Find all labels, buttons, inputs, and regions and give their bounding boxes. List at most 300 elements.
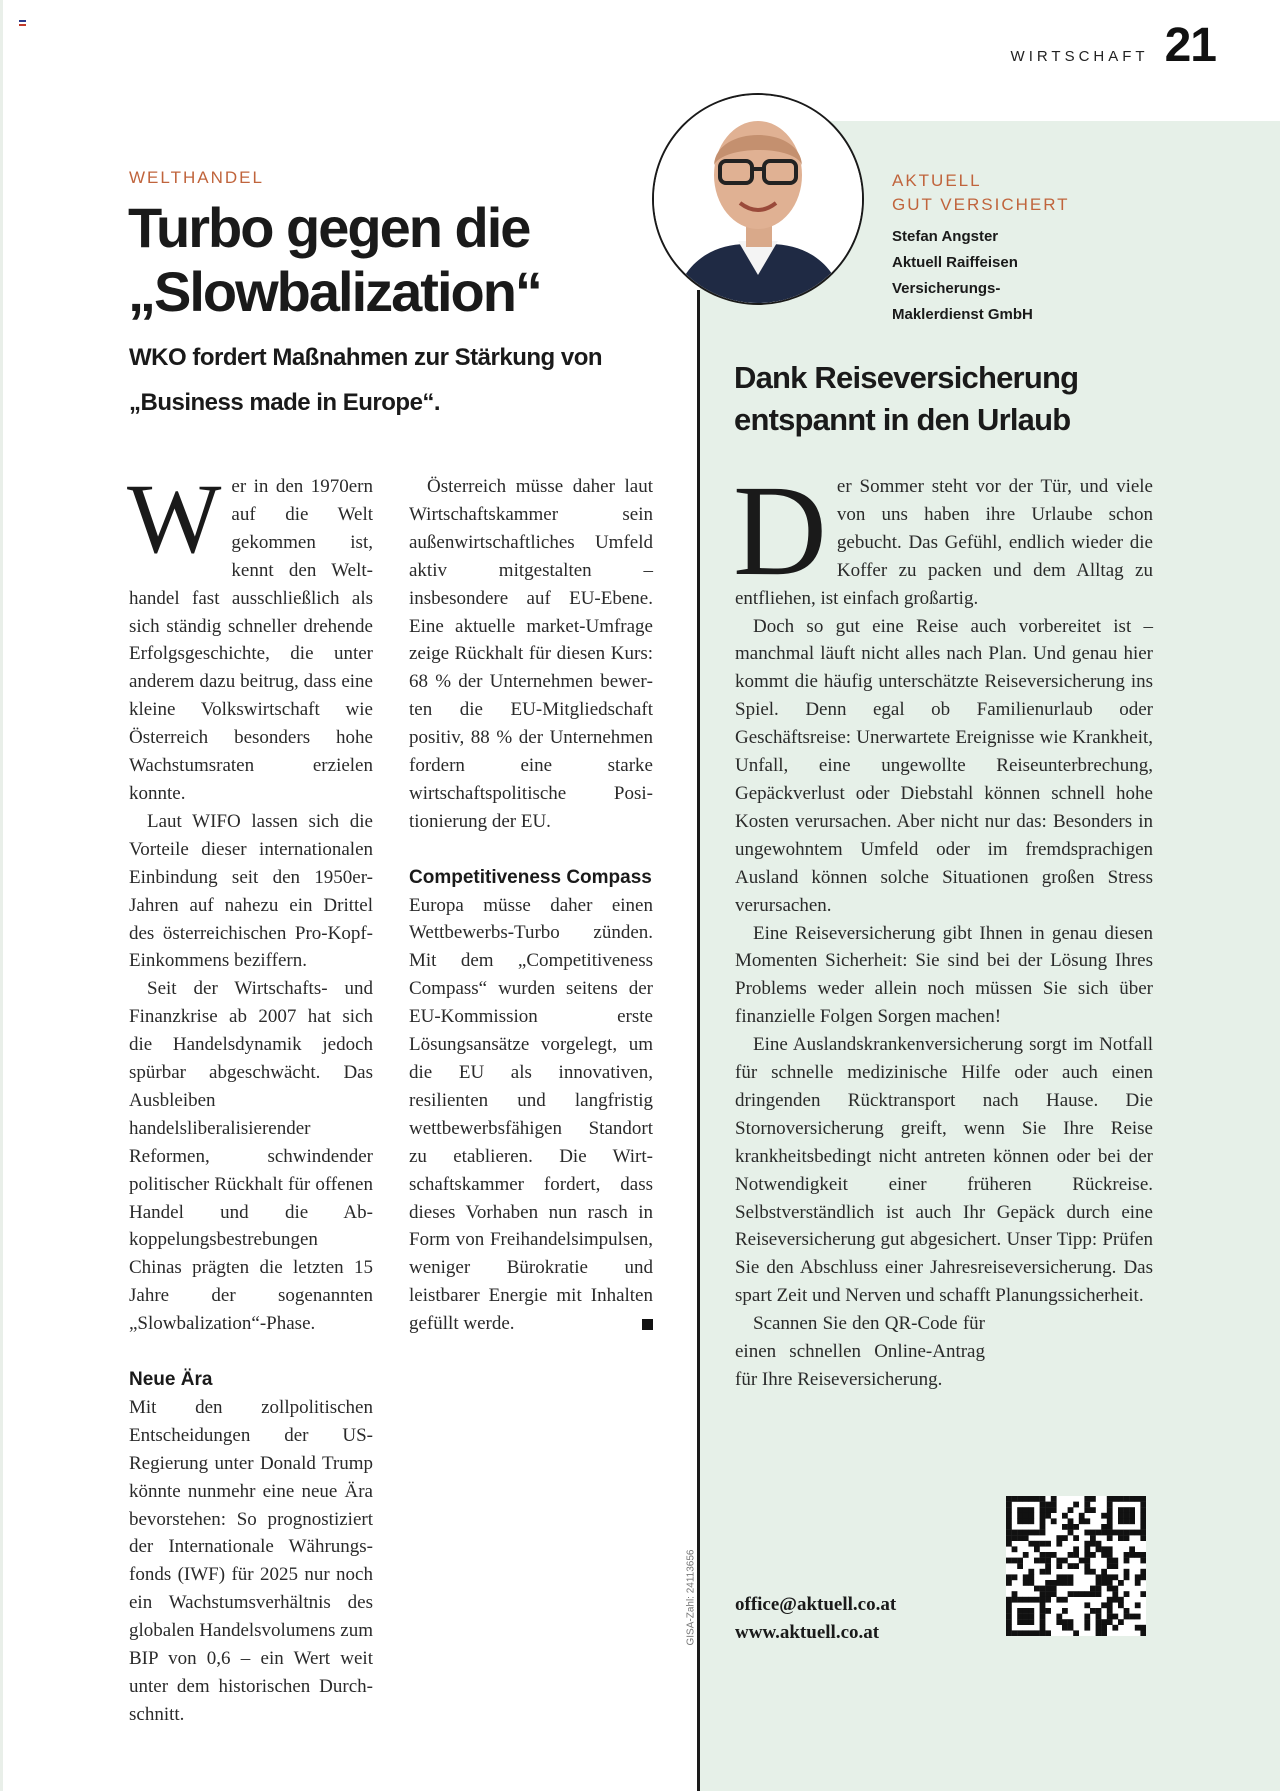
qr-module <box>1140 1518 1146 1524</box>
gisa-number <box>681 1549 697 1648</box>
qr-module <box>1135 1496 1141 1502</box>
qr-module <box>1101 1602 1107 1608</box>
drop-cap: W <box>127 463 222 574</box>
paragraph-text: er in den 1970ern auf die Welt gekommen ist, kennt den Welthandel fast ausschließlich als sich ständig schneller drehende Erfolgsgeschichte, die unter anderem dazu beitrug, dass eine kleine Volkswirtschaft wie Österreich besonders hohe Wachstumsraten erzielen konnte. <box>129 476 373 804</box>
author-portrait <box>652 93 864 305</box>
qr-module <box>1129 1530 1135 1536</box>
qr-module <box>1006 1502 1012 1508</box>
qr-module <box>1107 1513 1113 1519</box>
qr-module <box>1101 1630 1107 1636</box>
qr-module <box>1124 1558 1130 1564</box>
qr-module <box>1045 1569 1051 1575</box>
qr-module <box>1012 1535 1018 1541</box>
qr-module <box>1112 1574 1118 1580</box>
author-credit <box>892 224 1033 328</box>
qr-module <box>1096 1530 1102 1536</box>
qr-module <box>1062 1574 1068 1580</box>
qr-module <box>1118 1535 1124 1541</box>
qr-module <box>1045 1608 1051 1614</box>
qr-module <box>1056 1619 1062 1625</box>
qr-module <box>1056 1614 1062 1620</box>
qr-module <box>1062 1558 1068 1564</box>
qr-module <box>1101 1574 1107 1580</box>
contact-email[interactable]: office@aktuell.co.at <box>735 1594 897 1615</box>
qr-module <box>1135 1574 1141 1580</box>
qr-module <box>1023 1619 1029 1625</box>
qr-module <box>1017 1597 1023 1603</box>
qr-module <box>1129 1546 1135 1552</box>
qr-module <box>1006 1518 1012 1524</box>
qr-module <box>1040 1614 1046 1620</box>
qr-module <box>1034 1541 1040 1547</box>
qr-module <box>1040 1586 1046 1592</box>
qr-code[interactable] <box>1006 1496 1146 1636</box>
qr-module <box>1062 1513 1068 1519</box>
qr-module <box>1040 1608 1046 1614</box>
qr-module <box>1045 1558 1051 1564</box>
qr-module <box>1096 1630 1102 1636</box>
qr-module <box>1135 1602 1141 1608</box>
qr-module <box>1006 1602 1012 1608</box>
qr-module <box>1023 1535 1029 1541</box>
qr-module <box>1034 1586 1040 1592</box>
qr-module <box>1096 1574 1102 1580</box>
qr-module <box>1034 1546 1040 1552</box>
qr-module <box>1006 1619 1012 1625</box>
qr-module <box>1056 1580 1062 1586</box>
qr-module <box>1012 1574 1018 1580</box>
qr-module <box>1090 1496 1096 1502</box>
qr-module <box>1068 1530 1074 1536</box>
qr-module <box>1051 1518 1057 1524</box>
qr-module <box>1118 1530 1124 1536</box>
qr-module <box>1040 1530 1046 1536</box>
qr-module <box>1006 1507 1012 1513</box>
author-name: Stefan Angster <box>892 228 999 245</box>
qr-module <box>1034 1630 1040 1636</box>
paragraph: Eine Auslandskrankenversicherung sorgt im Notfall für schnelle medizinische Hilfe oder auch einen dringenden Rücktransport nach Hause. Die Stornoversicherung greift, wenn Sie Ihre Reise krankheitsbedingt nicht antreten können oder bei der Notwendigkeit einer früheren Rückreise. Selbstverständlich ist auch Ihr Gepäck durch eine Reiseversicherung gut abgesichert. Unser Tipp: Prüfen Sie den Abschluss einer Jahresreiseversicherung. Das spart Zeit und Nerven und schafft Planungssicherheit. <box>735 1034 1153 1307</box>
qr-module <box>1135 1552 1141 1558</box>
qr-module <box>1118 1513 1124 1519</box>
qr-module <box>1090 1530 1096 1536</box>
qr-module <box>1140 1513 1146 1519</box>
qr-module <box>1107 1507 1113 1513</box>
qr-module <box>1124 1608 1130 1614</box>
qr-module <box>1006 1630 1012 1636</box>
qr-module <box>1051 1580 1057 1586</box>
qr-module <box>1028 1513 1034 1519</box>
qr-module <box>1012 1530 1018 1536</box>
qr-module <box>1034 1496 1040 1502</box>
qr-module <box>1056 1541 1062 1547</box>
article-headline <box>128 196 668 324</box>
qr-module <box>1096 1586 1102 1592</box>
qr-module <box>1079 1591 1085 1597</box>
paragraph: Österreich müsse daher laut Wirtschaftskammer sein außenwirtschaftliches Umfeld aktiv mitgestalten – insbesondere auf EU-Ebene. Eine aktuelle market-Umfrage zeige Rückhalt für diesen Kurs: 68 % der Unternehmen bewerten die EU-Mitgliedschaft positiv, 88 % der Unternehmen fordern eine starke wirtschaftspolitische Positionierung der EU. <box>409 476 653 832</box>
qr-module <box>1118 1518 1124 1524</box>
qr-module <box>1107 1614 1113 1620</box>
qr-module <box>1006 1597 1012 1603</box>
qr-module <box>1017 1535 1023 1541</box>
qr-module <box>1073 1502 1079 1508</box>
qr-module <box>1140 1507 1146 1513</box>
qr-module <box>1124 1535 1130 1541</box>
qr-module <box>1056 1558 1062 1564</box>
qr-module <box>1017 1619 1023 1625</box>
qr-module <box>1068 1619 1074 1625</box>
qr-module <box>1068 1552 1074 1558</box>
qr-module <box>1040 1513 1046 1519</box>
qr-module <box>1124 1496 1130 1502</box>
qr-module <box>1012 1496 1018 1502</box>
paragraph: Scannen Sie den QR-Code für einen schnellen Online-Antrag für Ihre Reiseversicherung. <box>735 1313 985 1390</box>
qr-module <box>1140 1574 1146 1580</box>
subheading-competitiveness-compass: Competitiveness Compass <box>409 866 652 888</box>
person-icon <box>654 95 862 303</box>
qr-module <box>1096 1614 1102 1620</box>
qr-module <box>1135 1530 1141 1536</box>
qr-module <box>1084 1546 1090 1552</box>
qr-module <box>1096 1580 1102 1586</box>
article-subhead: WKO fordert Maßnahmen zur Stärkung von „Business made in Europe“. <box>129 344 603 416</box>
qr-module <box>1112 1496 1118 1502</box>
qr-module <box>1017 1518 1023 1524</box>
qr-module <box>1006 1558 1012 1564</box>
qr-module <box>1079 1518 1085 1524</box>
qr-module <box>1090 1608 1096 1614</box>
qr-module <box>1051 1496 1057 1502</box>
author-company: Aktuell Raiffeisen <box>892 254 1018 271</box>
qr-module <box>1140 1569 1146 1575</box>
qr-module <box>1129 1507 1135 1513</box>
author-company: Versicherungs- <box>892 280 1001 297</box>
qr-module <box>1028 1530 1034 1536</box>
qr-module <box>1023 1574 1029 1580</box>
qr-module <box>1084 1591 1090 1597</box>
qr-module <box>1045 1630 1051 1636</box>
box-headline-line: Dank Reiseversicherung <box>734 360 1079 395</box>
qr-module <box>1124 1574 1130 1580</box>
qr-module <box>1107 1496 1113 1502</box>
section-name: WIRTSCHAFT <box>1010 48 1149 65</box>
qr-module <box>1124 1518 1130 1524</box>
qr-module <box>1023 1513 1029 1519</box>
qr-module <box>1028 1541 1034 1547</box>
qr-module <box>1084 1614 1090 1620</box>
qr-module <box>1124 1530 1130 1536</box>
qr-module <box>1062 1535 1068 1541</box>
paragraph: Seit der Wirtschafts- und Finanzkrise ab 2007 hat sich die Handelsdynamik jedoch spürbar abgeschwächt. Das Ausbleiben handelsliberalisierender Reformen, schwindender politischer Rückhalt für offenen Handel und die Abkoppelungsbestrebungen Chinas prägten die letzten 15 Jahre der sogenannten „Slowbalization“-Phase. <box>129 978 373 1335</box>
article-column-1 <box>127 463 373 1729</box>
qr-module <box>1051 1591 1057 1597</box>
qr-module <box>1051 1586 1057 1592</box>
box-kicker <box>892 169 1070 217</box>
qr-module <box>1006 1541 1012 1547</box>
qr-module <box>1096 1608 1102 1614</box>
qr-module <box>1107 1535 1113 1541</box>
qr-module <box>1084 1496 1090 1502</box>
qr-module <box>1140 1502 1146 1508</box>
qr-module <box>1073 1563 1079 1569</box>
qr-module <box>1118 1597 1124 1603</box>
qr-module <box>1124 1513 1130 1519</box>
qr-module <box>1034 1558 1040 1564</box>
qr-module <box>1045 1502 1051 1508</box>
qr-module <box>1006 1614 1012 1620</box>
qr-module <box>1090 1586 1096 1592</box>
qr-module <box>1017 1496 1023 1502</box>
qr-module <box>1028 1569 1034 1575</box>
qr-module <box>1096 1625 1102 1631</box>
qr-module <box>1101 1569 1107 1575</box>
headline-line: Turbo gegen die <box>128 196 530 259</box>
qr-module <box>1040 1524 1046 1530</box>
box-kicker-line: AKTUELL <box>892 171 982 190</box>
qr-module <box>1068 1524 1074 1530</box>
qr-module <box>1107 1608 1113 1614</box>
qr-module <box>1079 1558 1085 1564</box>
qr-module <box>1045 1580 1051 1586</box>
qr-module <box>1006 1496 1012 1502</box>
qr-module <box>1068 1625 1074 1631</box>
qr-module <box>1045 1591 1051 1597</box>
qr-module <box>1107 1602 1113 1608</box>
page-edge-strip <box>0 0 3 1791</box>
qr-module <box>1084 1552 1090 1558</box>
qr-code-icon <box>1006 1496 1146 1636</box>
qr-module <box>1023 1507 1029 1513</box>
contact-website[interactable]: www.aktuell.co.at <box>735 1622 880 1643</box>
paragraph <box>127 463 373 808</box>
qr-module <box>1051 1502 1057 1508</box>
qr-module <box>1084 1530 1090 1536</box>
qr-module <box>1096 1619 1102 1625</box>
end-mark-icon <box>642 1319 653 1330</box>
qr-module <box>1051 1552 1057 1558</box>
qr-module <box>1107 1586 1113 1592</box>
qr-module <box>1140 1625 1146 1631</box>
qr-module <box>1073 1552 1079 1558</box>
qr-module <box>1140 1630 1146 1636</box>
qr-module <box>1068 1574 1074 1580</box>
qr-module <box>1118 1619 1124 1625</box>
qr-module <box>1135 1580 1141 1586</box>
drop-cap: D <box>733 459 827 603</box>
qr-module <box>1045 1513 1051 1519</box>
qr-module <box>1140 1530 1146 1536</box>
qr-module <box>1073 1630 1079 1636</box>
qr-module <box>1096 1541 1102 1547</box>
qr-module <box>1023 1496 1029 1502</box>
qr-module <box>1118 1580 1124 1586</box>
qr-module <box>1090 1507 1096 1513</box>
qr-module <box>1040 1630 1046 1636</box>
qr-module <box>1017 1513 1023 1519</box>
qr-module <box>1045 1552 1051 1558</box>
qr-module <box>1068 1518 1074 1524</box>
qr-module <box>1028 1619 1034 1625</box>
box-column <box>733 459 1153 1394</box>
qr-module <box>1023 1614 1029 1620</box>
qr-module <box>1017 1614 1023 1620</box>
qr-module <box>1073 1591 1079 1597</box>
qr-module <box>1118 1507 1124 1513</box>
qr-module <box>1073 1524 1079 1530</box>
qr-module <box>1040 1496 1046 1502</box>
qr-module <box>1034 1530 1040 1536</box>
qr-module <box>1101 1625 1107 1631</box>
qr-module <box>1023 1530 1029 1536</box>
qr-module <box>1017 1507 1023 1513</box>
qr-module <box>1101 1552 1107 1558</box>
qr-module <box>1028 1496 1034 1502</box>
qr-module <box>1017 1608 1023 1614</box>
qr-module <box>1023 1597 1029 1603</box>
qr-module <box>1040 1597 1046 1603</box>
box-headline-line: entspannt in den Urlaub <box>734 402 1071 437</box>
qr-module <box>1006 1580 1012 1586</box>
qr-module <box>1028 1614 1034 1620</box>
qr-module <box>1028 1518 1034 1524</box>
qr-module <box>1090 1552 1096 1558</box>
qr-module <box>1124 1552 1130 1558</box>
qr-module <box>1028 1608 1034 1614</box>
qr-module <box>1040 1625 1046 1631</box>
qr-module <box>1140 1552 1146 1558</box>
qr-module <box>1140 1591 1146 1597</box>
qr-module <box>1101 1580 1107 1586</box>
qr-module <box>1107 1502 1113 1508</box>
qr-module <box>1118 1602 1124 1608</box>
qr-module <box>1012 1558 1018 1564</box>
qr-module <box>1056 1535 1062 1541</box>
qr-module <box>1006 1535 1012 1541</box>
qr-module <box>1006 1625 1012 1631</box>
qr-module <box>1045 1507 1051 1513</box>
qr-module <box>1017 1530 1023 1536</box>
qr-module <box>1090 1541 1096 1547</box>
qr-module <box>1073 1535 1079 1541</box>
qr-module <box>1124 1591 1130 1597</box>
qr-module <box>1135 1625 1141 1631</box>
qr-module <box>1012 1630 1018 1636</box>
qr-module <box>1006 1574 1012 1580</box>
qr-module <box>1045 1563 1051 1569</box>
qr-module <box>1068 1580 1074 1586</box>
qr-module <box>1023 1518 1029 1524</box>
qr-module <box>1084 1541 1090 1547</box>
qr-module <box>1056 1597 1062 1603</box>
qr-module <box>1084 1558 1090 1564</box>
qr-module <box>1084 1625 1090 1631</box>
qr-module <box>1129 1513 1135 1519</box>
qr-module <box>1062 1524 1068 1530</box>
qr-module <box>1112 1563 1118 1569</box>
qr-module <box>1107 1580 1113 1586</box>
box-headline <box>734 357 1174 441</box>
qr-module <box>1129 1496 1135 1502</box>
qr-module <box>1084 1502 1090 1508</box>
paragraph <box>409 892 653 1339</box>
qr-module <box>1023 1630 1029 1636</box>
qr-module <box>1062 1625 1068 1631</box>
qr-module <box>1062 1580 1068 1586</box>
paragraph: Eine Reiseversicherung gibt Ihnen in genau diesen Momenten Sicherheit: Sie sind bei der Lösung Ihres Problems weder allein noch müssen Sie sich über finanzielle Folgen Sorgen machen! <box>735 922 1153 1028</box>
panel-divider <box>697 290 700 1791</box>
qr-module <box>1084 1563 1090 1569</box>
qr-module <box>1068 1591 1074 1597</box>
qr-module <box>1101 1513 1107 1519</box>
qr-module <box>1040 1619 1046 1625</box>
qr-module <box>1107 1518 1113 1524</box>
paragraph: Doch so gut eine Reise auch vorbereitet ist – manchmal läuft nicht alles nach Plan. Und genau hier kommt die häufig unterschätzte Reiseversicherung ins Spiel. Denn egal ob Familienurlaub oder Geschäftsreise: Unerwartete Ereignisse wie Krankheit, Unfall, eine ungewollte Reiseunterbrechung, Gepäckverlust oder Diebstahl können schnell hohe Kosten verursachen. Aber nicht nur das: Besonders in ungewohntem Umfeld oder im fremdsprachigen Ausland können solche Situationen großen Stress verursachen. <box>735 615 1153 916</box>
qr-module <box>1051 1507 1057 1513</box>
box-kicker-line: GUT VERSICHERT <box>892 195 1070 214</box>
qr-module <box>1073 1546 1079 1552</box>
qr-module <box>1124 1614 1130 1620</box>
qr-module <box>1040 1558 1046 1564</box>
qr-module <box>1112 1625 1118 1631</box>
qr-module <box>1107 1558 1113 1564</box>
qr-module <box>1045 1586 1051 1592</box>
qr-module <box>1101 1530 1107 1536</box>
qr-module <box>1112 1614 1118 1620</box>
qr-module <box>1040 1502 1046 1508</box>
qr-module <box>1017 1630 1023 1636</box>
qr-module <box>1040 1518 1046 1524</box>
qr-module <box>1135 1614 1141 1620</box>
qr-module <box>1040 1541 1046 1547</box>
qr-module <box>1040 1569 1046 1575</box>
paragraph: Laut WIFO lassen sich die Vorteile dieser internationalen Einbindung seit den 1950er-Jahren auf nahezu ein Drittel des österreichischen Pro-Kopf-Einkommens beziffern. <box>129 810 373 972</box>
qr-module <box>1140 1524 1146 1530</box>
article-kicker: WELTHANDEL <box>129 168 264 187</box>
page-number: 21 <box>1164 19 1216 72</box>
qr-module <box>1012 1597 1018 1603</box>
qr-module <box>1012 1546 1018 1552</box>
qr-module <box>1084 1569 1090 1575</box>
qr-module <box>1107 1597 1113 1603</box>
qr-module <box>1140 1558 1146 1564</box>
headline-line: „Slowbalization“ <box>128 260 541 323</box>
qr-module <box>1140 1496 1146 1502</box>
qr-module <box>1107 1563 1113 1569</box>
qr-module <box>1068 1563 1074 1569</box>
qr-module <box>1056 1574 1062 1580</box>
flag-icon <box>19 20 26 26</box>
qr-module <box>1084 1518 1090 1524</box>
qr-module <box>1096 1546 1102 1552</box>
qr-module <box>1112 1597 1118 1603</box>
paragraph: Mit den zollpolitischen Entscheidungen der US-Regierung unter Donald Trump könnte nunmehr eine neue Ära bevorstehen: So prognostiziert der Internationale Währungsfonds (IWF) für 2025 nur noch ein Wachstumsverhältnis des globalen Handelsvolumens zum BIP von 0,6 – ein Wert weit unter dem historischen Durchschnitt. <box>129 1396 373 1725</box>
qr-module <box>1034 1597 1040 1603</box>
qr-module <box>1101 1524 1107 1530</box>
qr-module <box>1129 1614 1135 1620</box>
page-header <box>1011 18 1216 73</box>
qr-module <box>1040 1507 1046 1513</box>
qr-module <box>1084 1619 1090 1625</box>
qr-module <box>1084 1602 1090 1608</box>
qr-module <box>1084 1507 1090 1513</box>
qr-module <box>1017 1558 1023 1564</box>
qr-module <box>1101 1619 1107 1625</box>
subheading-neue-aera: Neue Ära <box>129 1368 213 1390</box>
qr-module <box>1090 1591 1096 1597</box>
qr-module <box>1124 1569 1130 1575</box>
paragraph-text: Europa müsse daher einen Wettbewerbs-Turbo zünden. Mit dem „Competitiveness Compass“ wurden seitens der EU-Kommission erste Lösungsansätze vorgelegt, um die EU als innovativen, resilienten und langfristig wettbewerbsfähigen Standort zu etablieren. Die Wirtschaftskammer fordert, dass dieses Vorhaben nun rasch in Form von Freihandelsimpulsen, weniger Bürokratie und leistbarer Energie mit Inhalten gefüllt werde. <box>409 894 653 1335</box>
qr-module <box>1140 1535 1146 1541</box>
qr-module <box>1112 1586 1118 1592</box>
